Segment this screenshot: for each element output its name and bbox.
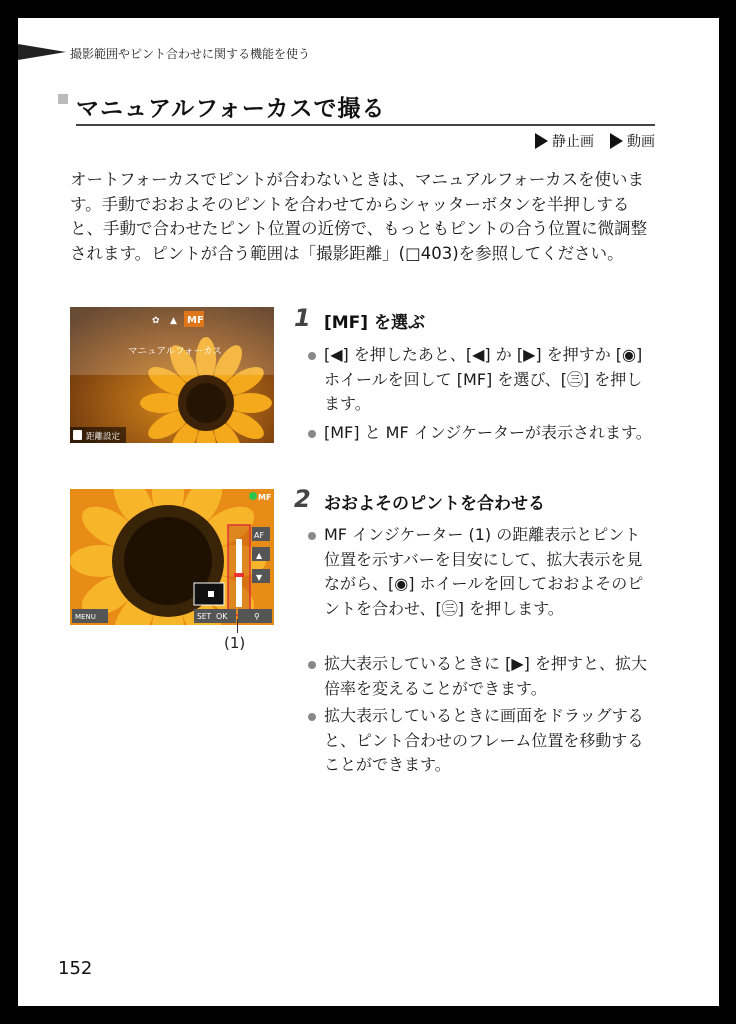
step-1-bullet-2 — [308, 421, 652, 446]
step-2-bullet-2 — [308, 652, 652, 701]
step-1-bullet-1 — [308, 343, 652, 417]
mode-movie-label: 動画 — [627, 134, 655, 150]
bullet-dot-icon — [308, 532, 316, 540]
callout-label: (1) — [224, 634, 246, 652]
svg-text:▲: ▲ — [256, 551, 263, 560]
step-1-number: 1 — [294, 304, 311, 332]
bullet-text: [◀] を押したあと、[◀] か [▶] を押すか [◉] ホイールを回して [MF] を選び、[㊂] を押します。 — [324, 345, 643, 413]
title-square-icon — [58, 94, 68, 104]
af-label: AF — [254, 531, 265, 540]
mf-badge: MF — [258, 493, 272, 502]
mode-still-label: 静止画 — [552, 134, 594, 150]
camera-screen-mf-select — [70, 307, 274, 443]
macro-icon: ✿ — [152, 316, 160, 326]
step-2-number: 2 — [294, 485, 311, 513]
mode-indicators — [535, 131, 655, 151]
bullet-dot-icon — [308, 430, 316, 438]
set-label: SET — [197, 612, 212, 621]
bullet-dot-icon — [308, 352, 316, 360]
mode-still — [535, 131, 594, 151]
mf-icon-label: MF — [187, 315, 204, 326]
bullet-dot-icon — [308, 713, 316, 721]
manual-page — [18, 18, 719, 1006]
bullet-text: 拡大表示しているときに画面をドラッグすると、ピント合わせのフレーム位置を移動することができます。 — [324, 706, 644, 774]
ok-label: OK — [216, 612, 228, 621]
play-triangle-icon — [535, 133, 548, 149]
step-1-title: [MF] を選ぶ — [324, 313, 425, 333]
landscape-icon: ▲ — [170, 316, 177, 326]
screen1-graphic — [70, 307, 274, 443]
bullet-text: [MF] と MF インジケーターが表示されます。 — [324, 423, 652, 442]
chapter-title: 撮影範囲やピント合わせに関する機能を使う — [70, 47, 311, 61]
chapter-marker — [18, 44, 66, 60]
title-rule — [76, 124, 655, 126]
step-2-bullet-3 — [308, 704, 652, 778]
menu-label: マニュアルフォーカス — [128, 346, 222, 357]
step-2-title: おおよそのピントを合わせる — [324, 494, 545, 514]
play-triangle-icon — [610, 133, 623, 149]
page-number: 152 — [58, 958, 93, 979]
step-2-bullet-1 — [308, 523, 652, 621]
magnify-icon: ⚲ — [254, 612, 260, 621]
distance-label: 距離設定 — [86, 432, 121, 442]
bullet-text: 拡大表示しているときに [▶] を押すと、拡大倍率を変えることができます。 — [324, 654, 647, 698]
svg-text:▼: ▼ — [256, 573, 263, 582]
menu-button-label: MENU — [75, 613, 96, 621]
screen2-graphic — [70, 489, 274, 625]
callout-line — [237, 619, 238, 633]
intro-paragraph: オートフォーカスでピントが合わないときは、マニュアルフォーカスを使います。手動でおおよそのピントを合わせてからシャッターボタンを半押しすると、手動で合わせたピント位置の近傍で、もっともピントの合う位置に微調整されます。ピントが合う範囲は「撮影距離」(□403)を参照してください。 — [70, 170, 648, 263]
bullet-text: MF インジケーター (1) の距離表示とピント位置を示すバーを目安にして、拡大表示を見ながら、[◉] ホイールを回しておおよそのピントを合わせ、[㊂] を押します。 — [324, 525, 644, 618]
camera-screen-mf-focus — [70, 489, 274, 625]
mode-movie — [610, 131, 655, 151]
bullet-dot-icon — [308, 661, 316, 669]
section-title: マニュアルフォーカスで撮る — [76, 96, 386, 122]
